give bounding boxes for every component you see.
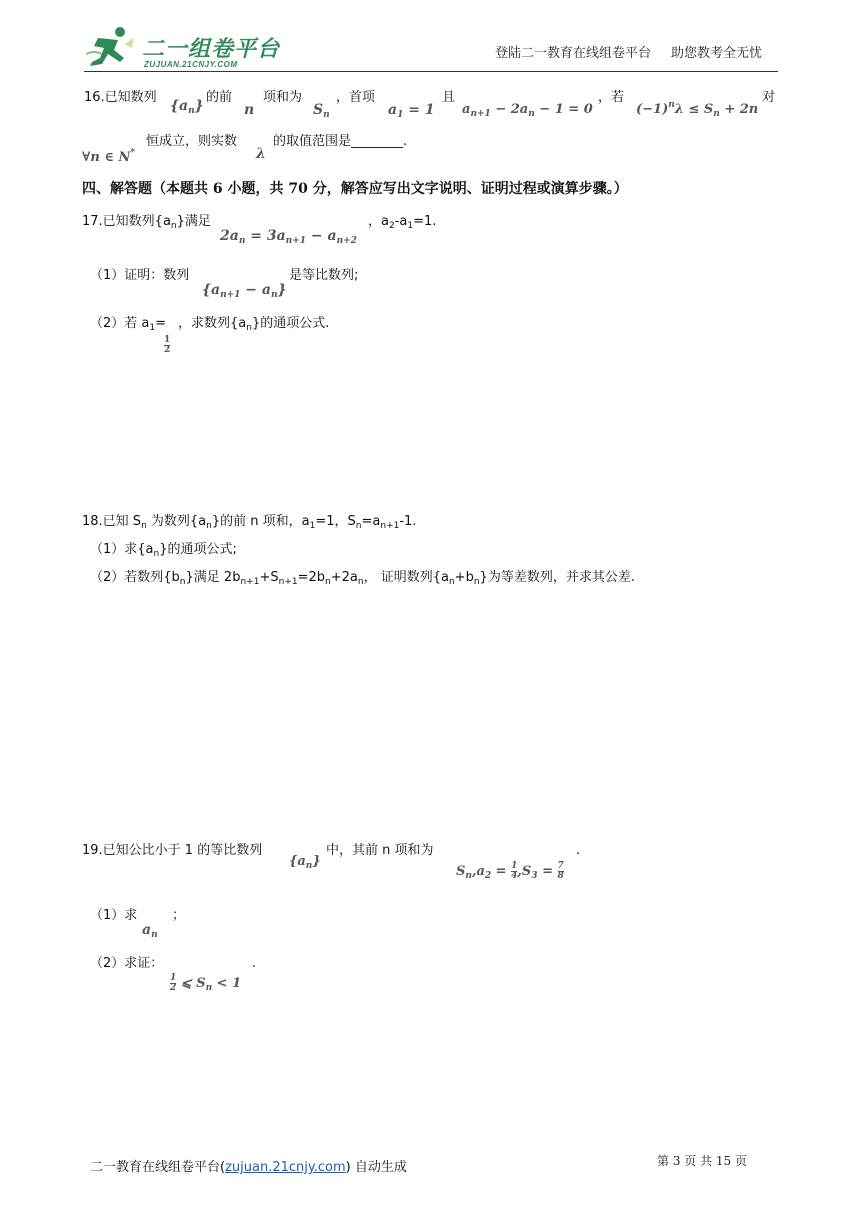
q19-conditions: $S_n,a_2 = \frac{1}{4}$ $,S_3 = \frac{7}{8}$ bbox=[456, 861, 564, 881]
q19-sequence: $\{a_n\}$ bbox=[289, 854, 321, 871]
q18-part1: （1）求$\{a_n\}$的通项公式; bbox=[90, 542, 237, 559]
q17-part1-sequence: $\{a_{n+1} - a_n\}$ bbox=[202, 282, 287, 300]
logo-subtext: ZUJUAN.21CNJY.COM bbox=[144, 60, 238, 69]
footer-text: 二一教育在线组卷平台(zujuan.21cnjy.com) 自动生成 bbox=[90, 1160, 407, 1175]
q19-stem: 19.已知公比小于 1 的等比数列 bbox=[82, 843, 263, 858]
q17-stem: 17.已知数列$\{a_n\}$满足 bbox=[82, 214, 211, 231]
q16-recurrence: $a_{n+1} - 2a_n - 1 = 0$ bbox=[462, 102, 593, 119]
q16-number: 16.已知数列 bbox=[84, 90, 157, 105]
runner-logo-icon bbox=[84, 24, 136, 70]
site-logo[interactable] bbox=[84, 24, 281, 70]
q16-text: 项和为 bbox=[263, 90, 303, 105]
q16-sum-symbol: $S_n$ bbox=[313, 102, 330, 120]
q19-part1-an: $a_n$ bbox=[142, 922, 158, 940]
q16-text: 对 bbox=[762, 90, 776, 105]
q19-part1-end: ； bbox=[172, 908, 186, 923]
q16-text: 的取值范围是________. bbox=[273, 134, 408, 149]
q16-text: ，若 bbox=[598, 90, 625, 105]
q16-inequality: $(-1)^n\lambda \le S_n + 2n$ bbox=[636, 100, 759, 119]
q16-text: 的前 bbox=[206, 90, 233, 105]
q16-sequence: $\{a_n\}$ bbox=[170, 98, 204, 116]
section-title: 四、解答题（本题共 6 小题，共 70 分，解答应写出文字说明、证明过程或演算步骤。） bbox=[82, 181, 628, 197]
q19-stem-end: . bbox=[576, 843, 581, 858]
q19-part2-inequality: $\frac{1}{2}$ ⩽ $S_n < 1$ bbox=[170, 973, 242, 993]
q16-first-term: $a_1 = 1$ bbox=[388, 102, 435, 120]
q17-condition: ，$a_2-a_1=1$. bbox=[368, 214, 437, 231]
header-divider bbox=[84, 71, 778, 72]
q18-stem: 18.已知 $S_n$ 为数列$\{a_n\}$的前 n 项和，$a_1=1$，$S_n=a_{n+1}-1$. bbox=[82, 514, 417, 531]
page-number: 第 3 页 共 15 页 bbox=[657, 1154, 747, 1168]
q16-n: n bbox=[244, 102, 255, 118]
q16-text: 恒成立，则实数 bbox=[146, 134, 238, 149]
q16-text: 且 bbox=[442, 90, 456, 105]
q16-text: ，首项 bbox=[336, 90, 376, 105]
q19-part2-end: . bbox=[252, 956, 257, 971]
q19-stem-cont: 中，其前 n 项和为 bbox=[326, 843, 434, 858]
q17-part1: （1）证明：数列 bbox=[90, 268, 190, 283]
q16-lambda: λ bbox=[256, 146, 266, 162]
q19-part1: （1）求 bbox=[90, 908, 138, 923]
q17-equation: $2a_n = 3a_{n+1} - a_{n+2}$ bbox=[220, 228, 357, 246]
q17-part2-end: ，求数列$\{a_n\}$的通项公式. bbox=[178, 316, 330, 333]
logo-text: 二一组卷平台 bbox=[142, 36, 281, 61]
q17-part1-end: 是等比数列; bbox=[289, 268, 359, 283]
q19-part2: （2）求证： bbox=[90, 956, 164, 971]
q17-fraction: $\frac{1}{2}$ bbox=[164, 335, 171, 355]
footer-link[interactable]: zujuan.21cnjy.com bbox=[225, 1160, 346, 1175]
q18-part2: （2）若数列$\{b_n\}$满足 $2b_{n+1}+S_{n+1}=2b_n+2a_n$， 证明数列$\{a_n+b_n\}$为等差数列，并求其公差. bbox=[90, 570, 635, 587]
q17-part2: （2）若 $a_1=$ bbox=[90, 316, 167, 333]
login-link[interactable]: 登陆二一教育在线组卷平台 bbox=[495, 46, 652, 61]
header-slogan: 助您教考全无忧 bbox=[671, 46, 763, 61]
q16-forall: ∀n ∈ N* bbox=[82, 148, 136, 165]
